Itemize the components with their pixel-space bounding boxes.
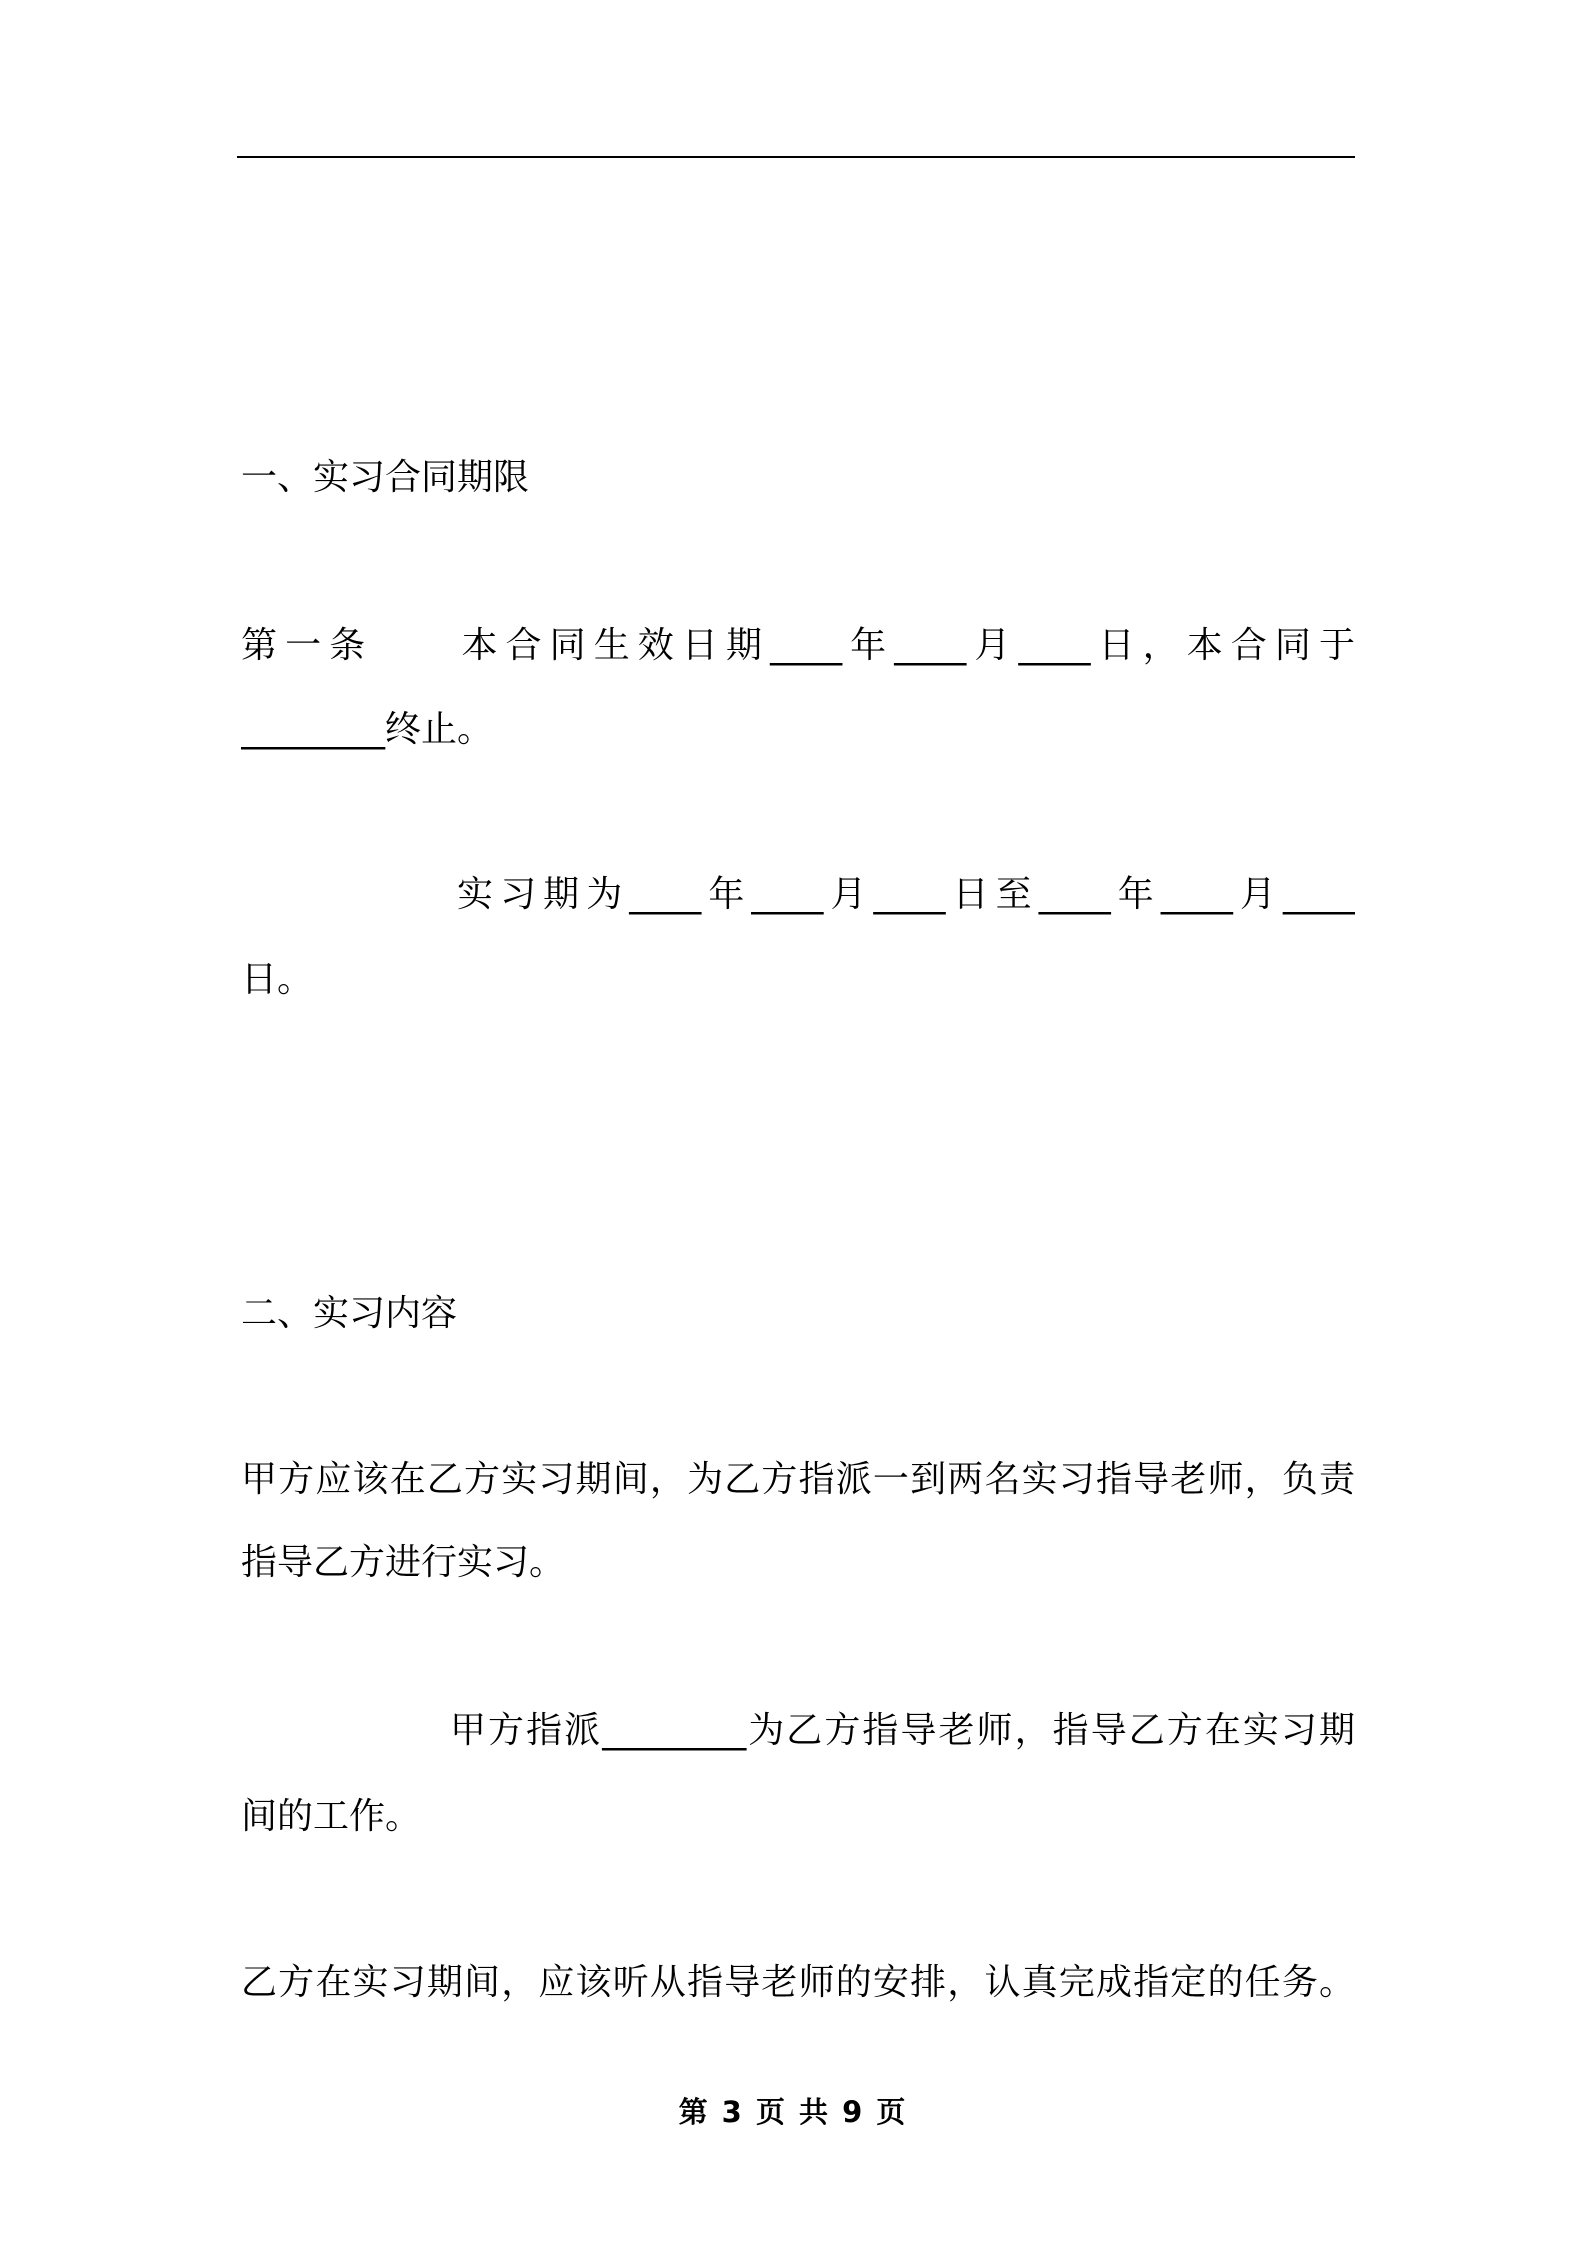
paragraph-named-mentor-line-1: 甲方指派________为乙方指导老师，指导乙方在实习期: [450, 1710, 1355, 1751]
paragraph-assign-mentors-line-1: 甲方应该在乙方实习期间，为乙方指派一到两名实习指导老师，负责: [241, 1459, 1355, 1500]
internship-period-line-1: 实习期为____年____月____日至____年____月____: [457, 874, 1355, 915]
paragraph-assign-mentors-line-2: 指导乙方进行实习。: [241, 1542, 566, 1583]
clause-1-line-2: ________终止。: [241, 709, 494, 750]
clause-1-line-1: 第一条 本合同生效日期____年____月____日，本合同于: [241, 625, 1355, 666]
paragraph-intern-duties-line-1: 乙方在实习期间，应该听从指导老师的安排，认真完成指定的任务。: [241, 1962, 1355, 2003]
internship-period-line-2: 日。: [241, 959, 314, 1000]
section-heading-internship-content: 二、实习内容: [241, 1293, 458, 1334]
paragraph-named-mentor-line-2: 间的工作。: [241, 1796, 422, 1837]
section-heading-contract-term: 一、实习合同期限: [241, 457, 530, 498]
page-number-footer: 第 3 页 共 9 页: [678, 2095, 908, 2129]
header-rule: [237, 156, 1355, 158]
